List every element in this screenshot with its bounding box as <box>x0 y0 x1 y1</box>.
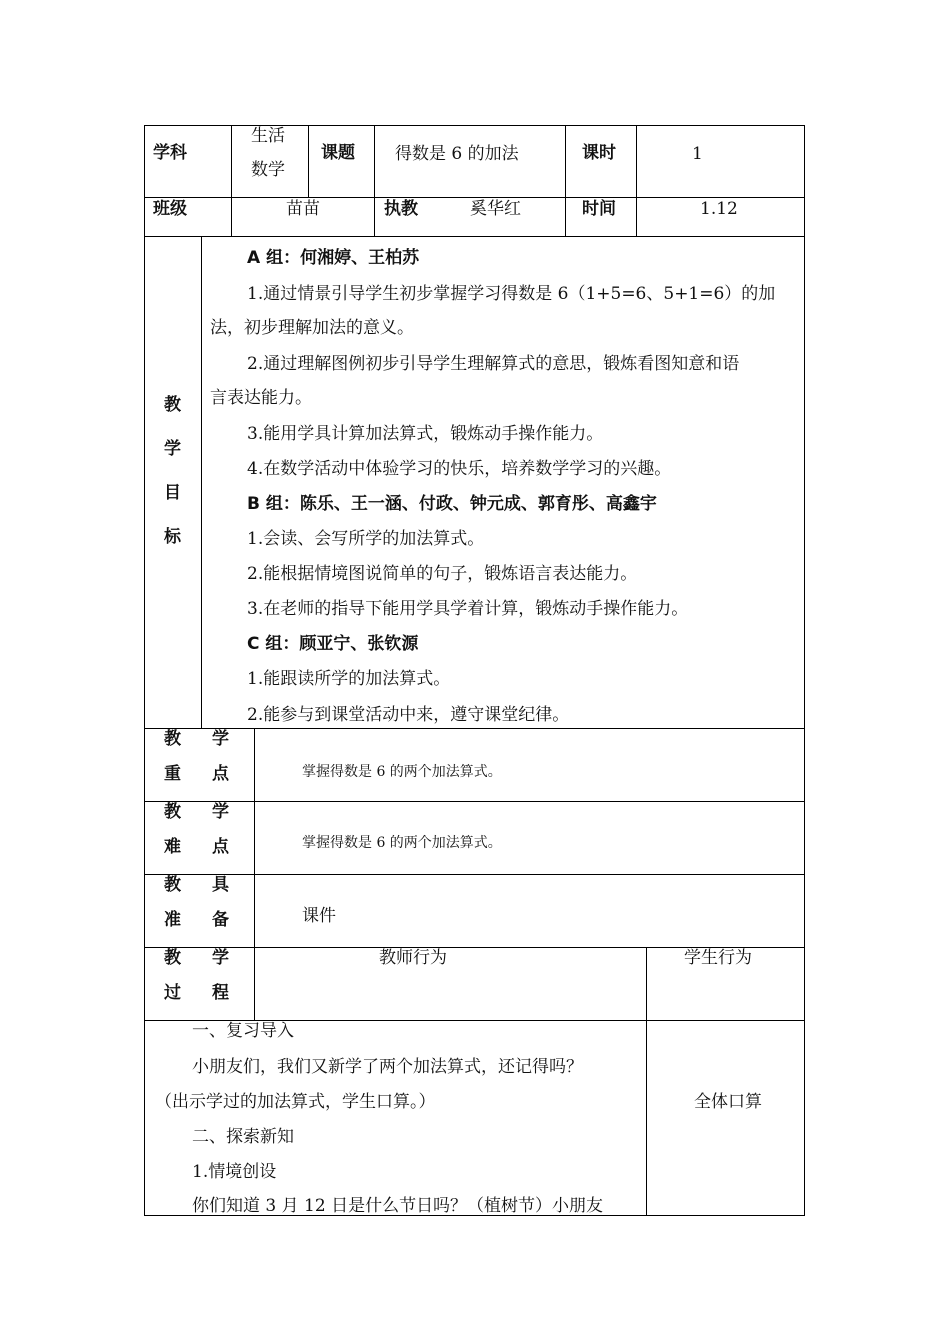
tools-label-char: 备 <box>212 910 229 930</box>
process-line: 小朋友们，我们又新学了两个加法算式，还记得吗？ <box>192 1057 583 1077</box>
group-b-item: 1.会读、会写所学的加法算式。 <box>247 529 485 549</box>
group-b-item: 2.能根据情境图说简单的句子，锻炼语言表达能力。 <box>247 564 638 584</box>
process-line: （出示学过的加法算式，学生口算。） <box>155 1092 436 1112</box>
topic-value: 得数是 6 的加法 <box>395 144 519 164</box>
difficulties-label-char: 学 <box>212 802 229 822</box>
tools-label-char: 教 <box>164 875 181 895</box>
teacher-label: 执教 <box>384 199 418 219</box>
teacher-value: 奚华红 <box>470 199 521 219</box>
class-value: 苗苗 <box>286 199 320 219</box>
key-points-label-char: 点 <box>212 764 229 784</box>
topic-label: 课题 <box>321 143 355 163</box>
process-label-char: 过 <box>164 983 181 1003</box>
group-c-item: 1.能跟读所学的加法算式。 <box>247 669 451 689</box>
tools-label-char: 具 <box>212 875 229 895</box>
student-action: 全体口算 <box>694 1092 762 1112</box>
teacher-behavior-header: 教师行为 <box>379 948 447 968</box>
subject-label: 学科 <box>153 143 187 163</box>
goals-label-char: 目 <box>164 483 181 503</box>
difficulties-value: 掌握得数是 6 的两个加法算式。 <box>302 835 502 851</box>
tools-label-char: 准 <box>164 910 181 930</box>
key-points-label-char: 学 <box>212 729 229 749</box>
process-label-char: 教 <box>164 948 181 968</box>
period-label: 课时 <box>582 143 616 163</box>
group-a-item: 1.通过情景引导学生初步掌握学习得数是 6（1+5=6、5+1=6）的加 <box>247 284 776 304</box>
class-label: 班级 <box>153 199 187 219</box>
difficulties-label-char: 难 <box>164 837 181 857</box>
goals-label-char: 学 <box>164 439 181 459</box>
key-points-label-char: 重 <box>164 764 181 784</box>
difficulties-label-char: 点 <box>212 837 229 857</box>
group-c-title: C 组：顾亚宁、张钦源 <box>247 634 419 654</box>
period-value: 1 <box>692 144 703 164</box>
group-a-item: 言表达能力。 <box>210 388 312 408</box>
process-label-char: 程 <box>212 983 229 1003</box>
subject-value-line2: 数学 <box>251 160 285 180</box>
process-line: 1.情境创设 <box>192 1162 277 1182</box>
key-points-value: 掌握得数是 6 的两个加法算式。 <box>302 764 502 780</box>
time-label: 时间 <box>582 199 616 219</box>
goals-label-char: 标 <box>164 527 181 547</box>
process-label-char: 学 <box>212 948 229 968</box>
process-line: 你们知道 3 月 12 日是什么节日吗？（植树节）小朋友 <box>192 1196 604 1216</box>
group-a-title: A 组：何湘婷、王柏苏 <box>247 248 420 268</box>
process-line: 一、复习导入 <box>192 1021 294 1041</box>
group-a-item: 3.能用学具计算加法算式，锻炼动手操作能力。 <box>247 424 604 444</box>
key-points-label-char: 教 <box>164 729 181 749</box>
student-behavior-header: 学生行为 <box>684 948 752 968</box>
group-a-item: 法，初步理解加法的意义。 <box>210 318 414 338</box>
group-a-item: 2.通过理解图例初步引导学生理解算式的意思，锻炼看图知意和语 <box>247 354 740 374</box>
tools-value: 课件 <box>302 906 336 926</box>
difficulties-label-char: 教 <box>164 802 181 822</box>
group-c-item: 2.能参与到课堂活动中来，遵守课堂纪律。 <box>247 705 570 725</box>
group-a-item: 4.在数学活动中体验学习的快乐，培养数学学习的兴趣。 <box>247 459 672 479</box>
process-line: 二、探索新知 <box>192 1127 294 1147</box>
subject-value-line1: 生活 <box>251 126 285 146</box>
group-b-title: B 组：陈乐、王一涵、付政、钟元成、郭育彤、高鑫宇 <box>247 494 657 514</box>
goals-label-char: 教 <box>164 395 181 415</box>
group-b-item: 3.在老师的指导下能用学具学着计算，锻炼动手操作能力。 <box>247 599 689 619</box>
time-value: 1.12 <box>700 199 738 219</box>
